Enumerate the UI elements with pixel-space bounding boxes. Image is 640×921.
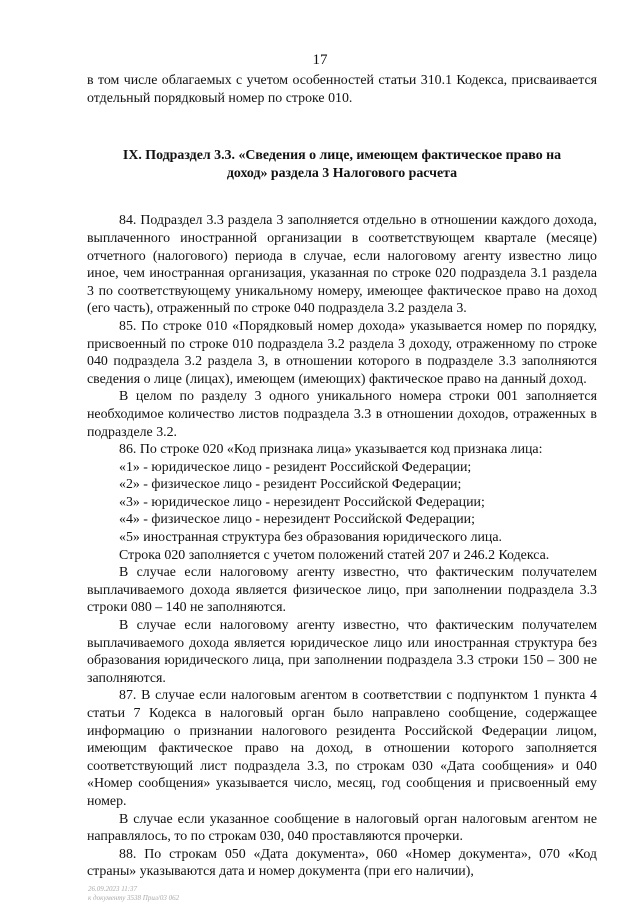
code-item-2: «2» - физическое лицо - резидент Российской Федерации; [119, 477, 462, 493]
paragraph-86-individual: В случае если налоговому агенту известно, что фактическим получателем выплачиваемого дохода является физическое лицо, при заполнении подраздела 3.3 строки 080 – 140 не заполняются. [87, 565, 597, 616]
paragraph-85-cont: В целом по разделу 3 одного уникального номера строки 001 заполняется необходимое количество листов подраздела 3.3 в отношении доходов, отраженных в подразделе 3.2. [87, 389, 597, 440]
document-body [87, 72, 597, 881]
paragraph-88: 88. По строкам 050 «Дата документа», 060 «Номер документа», 070 «Код страны» указываются дата и номер документа (при его наличии), [87, 846, 597, 880]
paragraph-84: 84. Подраздел 3.3 раздела 3 заполняется отдельно в отношении каждого дохода, выплаченного иностранной организации в соответствующем квартале (месяце) отчетного (налогового) периода в случае, если налоговому агенту известно лицо иное, чем иностранная организация, указанная по строке 020 подраздела 3.1 раздела 3 по соответствующему уникальному номеру, имеющее фактическое право на доход (его часть), отраженный по строке 040 подраздела 3.2 раздела 3. [87, 213, 597, 317]
paragraph-85: 85. По строке 010 «Порядковый номер дохода» указывается номер по порядку, присвоенный по строке 010 подраздела 3.2 раздела 3 доходу, отраженному по строке 040 подраздела 3.2 раздела 3, в отношении которого в подразделе 3.3 заполняются сведения о лице (лицах), имеющем (имеющих) фактическое право на данный доход. [87, 318, 597, 387]
document-stamp [88, 885, 179, 903]
paragraph-86: 86. По строке 020 «Код признака лица» указывается код признака лица: [119, 442, 543, 458]
paragraph-86-note: Строка 020 заполняется с учетом положений статей 207 и 246.2 Кодекса. [119, 547, 550, 563]
code-item-5: «5» иностранная структура без образования юридического лица. [119, 530, 503, 546]
paragraph-87-cont: В случае если указанное сообщение в налоговый орган налоговым агентом не направлялось, то по строкам 030, 040 проставляются прочерки. [87, 811, 597, 845]
paragraph-86-legal: В случае если налоговому агенту известно, что фактическим получателем выплачиваемого дохода является юридическое лицо или иностранная структура без образования юридического лица, при заполнении подраздела 3.3 строки 150 – 300 не заполняются. [87, 618, 597, 686]
stamp-ref: к документу 3538 Прил/03 062 [88, 894, 180, 902]
code-item-1: «1» - юридическое лицо - резидент Российской Федерации; [119, 459, 472, 475]
paragraph-87: 87. В случае если налоговым агентом в соответствии с подпунктом 1 пункта 4 статьи 7 Кодекса в налоговый орган было направлено сообщение, содержащее информацию о признании налогового резидента Российской Федерации лицом, имеющим фактическое право на доход, в отношении которого заполняется соответствующий лист подраздела 3.3, по строкам 030 «Дата сообщения» и 040 «Номер сообщения» указывается число, месяц, год сообщения и присвоенный ему номер. [87, 688, 597, 809]
code-item-3: «3» - юридическое лицо - нерезидент Российской Федерации; [119, 494, 485, 510]
intro-paragraph: в том числе облагаемых с учетом особенностей статьи 310.1 Кодекса, присваивается отдельный порядковый номер по строке 010. [87, 73, 597, 106]
stamp-date: 26.09.2023 11:37 [88, 885, 138, 893]
page-number: 17 [312, 52, 328, 68]
code-item-4: «4» - физическое лицо - нерезидент Российской Федерации; [119, 512, 475, 528]
section-heading: IX. Подраздел 3.3. «Сведения о лице, имеющем фактическое право на доход» раздела 3 Налогового расчета [122, 148, 562, 181]
